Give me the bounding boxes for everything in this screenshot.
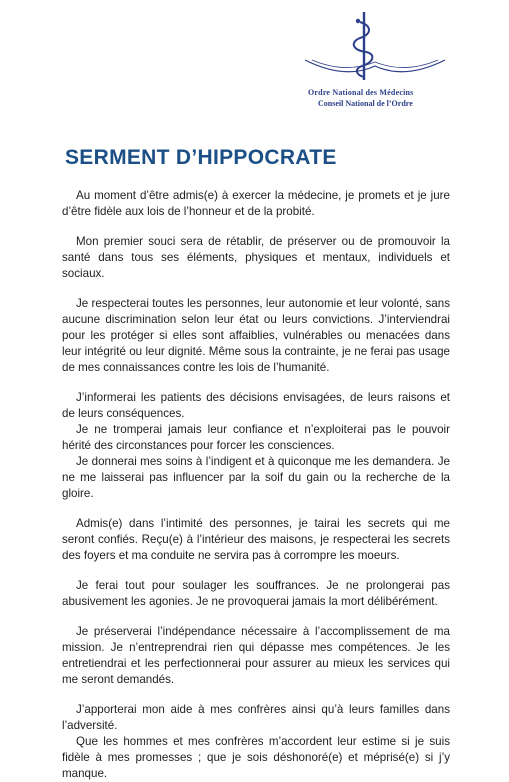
paragraph: Mon premier souci sera de rétablir, de préserver ou de promouvoir la santé dans tous ses éléments, physiques et mentaux, individuels et sociaux.: [62, 235, 450, 280]
paragraph: Je ferai tout pour soulager les souffrances. Je ne prolongerai pas abusivement les agonies. Je ne provoquerai jamais la mort délibérément.: [62, 579, 450, 608]
paragraph: Je respecterai toutes les personnes, leur autonomie et leur volonté, sans aucune discrimination selon leur état ou leurs convictions. J’interviendrai pour les protéger si elles sont affaiblies, vulnérables ou menacées dans leur intégrité ou leur dignité. Même sous la contrainte, je ne ferai pas usage de mes connaissances contre les lois de l’humanité.: [62, 297, 450, 374]
paragraph: Je donnerai mes soins à l’indigent et à quiconque me les demandera. Je ne me laisserai pas influencer par la soif du gain ou la recherche de la gloire.: [62, 455, 450, 500]
paragraph: J’apporterai mon aide à mes confrères ainsi qu’à leurs familles dans l’adversité.: [62, 703, 450, 732]
ordre-logo: [300, 8, 450, 108]
page-title: SERMENT D’HIPPOCRATE: [65, 146, 337, 169]
paragraph: Je ne tromperai jamais leur confiance et n’exploiterai pas le pouvoir hérité des circonstances pour forcer les consciences.: [62, 423, 450, 452]
paragraph: Admis(e) dans l’intimité des personnes, je tairai les secrets qui me seront confiés. Reçu(e) à l’intérieur des maisons, je respecterai les secrets des foyers et ma conduite ne servira pas à corrompre les moeurs.: [62, 517, 450, 562]
caduceus-icon: [300, 8, 450, 88]
org-subtitle: Conseil National de l’Ordre: [318, 99, 413, 108]
paragraph: J’informerai les patients des décisions envisagées, de leurs raisons et de leurs conséquences.: [62, 391, 450, 420]
paragraph: Je préserverai l’indépendance nécessaire à l’accomplissement de ma mission. Je n’entreprendrai rien qui dépasse mes compétences. Je les entretiendrai et les perfectionnerai pour assurer au mieux les services qui me seront demandés.: [62, 625, 450, 686]
oath-text: [62, 188, 450, 782]
paragraph: Au moment d’être admis(e) à exercer la médecine, je promets et je jure d’être fidèle aux lois de l’honneur et de la probité.: [62, 189, 450, 218]
paragraph: Que les hommes et mes confrères m’accordent leur estime si je suis fidèle à mes promesses ; que je sois déshonoré(e) et méprisé(e) si j’y manque.: [62, 735, 450, 780]
org-name: Ordre National des Médecins: [308, 88, 414, 97]
